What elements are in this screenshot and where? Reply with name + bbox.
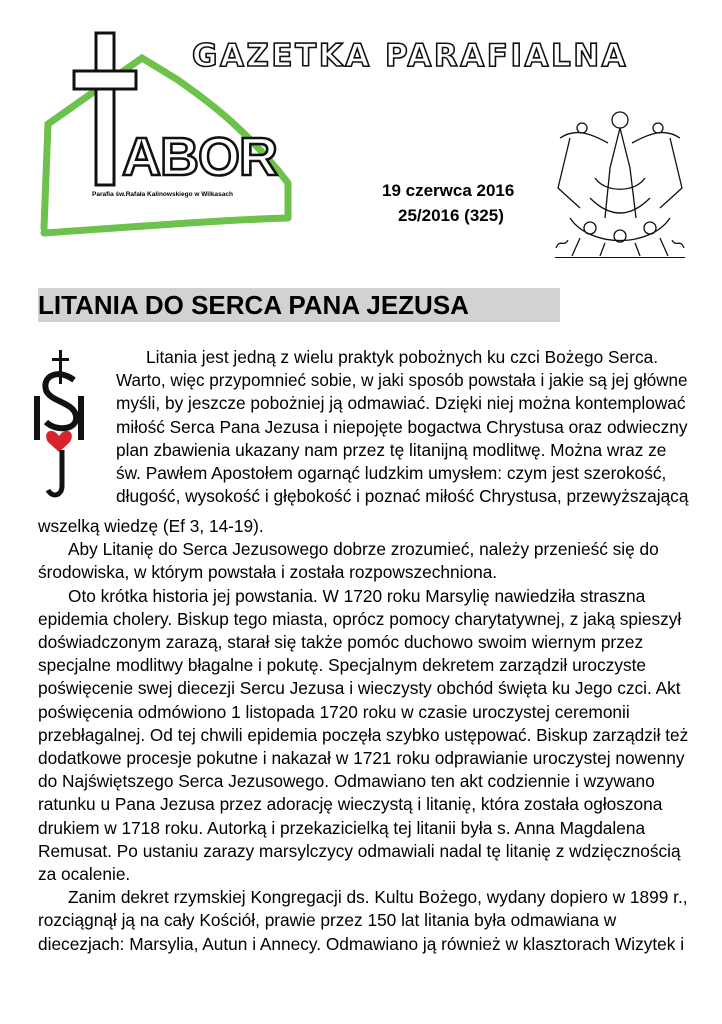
issue-date: 19 czerwca 2016 — [382, 181, 515, 200]
body-line: epidemia cholery. Biskup tego miasta, oprócz pomocy charytatywnej, z jaką spieszył — [38, 608, 682, 629]
article-body — [38, 515, 688, 956]
body-line: środowiska, w którym powstała i została rozpowszechniona. — [38, 562, 498, 583]
body-line: Zanim dekret rzymskiej Kongregacji ds. Kultu Bożego, wydany dopiero w 1899 r., — [68, 887, 688, 908]
shj-monogram-icon — [28, 350, 94, 502]
body-line: poświęcenia odmówiono 1 listopada 1720 roku w czasie uroczystej ceremonii — [38, 701, 630, 722]
body-line: Oto krótka historia jej powstania. W 1720 roku Marsylię nawiedziła straszna — [68, 585, 646, 606]
intro-line: myśli, by jeszcze pobożniej ją odmawiać. Dzięki niej można kontemplować — [116, 393, 686, 414]
transfiguration-icon — [550, 98, 690, 258]
masthead-title: GAZETKA PARAFIALNA — [192, 38, 629, 74]
body-line: specjalne modlitwy błagalne i pokutę. Specjalnym dekretem zarządził uroczyste — [38, 655, 647, 676]
body-line: rozciągnął ją na cały Kościół, prawie przez 150 lat litania była odmawiana w — [38, 910, 617, 931]
intro-line: św. Pawłem Apostołem ogarnąć ludzkim umysłem: czym jest szerokość, — [116, 463, 667, 484]
article-intro — [116, 346, 688, 508]
body-line: wszelką wiedzę (Ef 3, 14-19). — [38, 516, 264, 536]
body-line: doświadczonym zarazą, starał się także pomóc duchowo swoim wiernym przez — [38, 632, 644, 653]
intro-line: Litania jest jedną z wielu praktyk pobożnych ku czci Bożego Serca. — [146, 347, 658, 367]
logo-wordmark: ABOR — [122, 127, 277, 187]
body-line: za ocalenie. — [38, 864, 131, 885]
body-line: dodatkowe procesje pokutne i nakazał w 1721 roku odprawianie uroczystej nowenny — [38, 748, 685, 769]
intro-line: miłość Serca Pana Jezusa i niepojęte bogactwa Chrystusa oraz odwieczny — [116, 416, 688, 437]
intro-line: plan zbawienia ukazany nam przez tę litanijną modlitwę. Można wraz ze — [116, 439, 667, 460]
body-line: przebłagalnej. Od tej chwili epidemia poczęła szybko ustępować. Biskup zarządził też — [38, 724, 689, 745]
issue-number: 25/2016 (325) — [398, 206, 504, 225]
body-line: ratunku u Pana Jezusa przez adorację wieczystą i litanię, która została ogłoszona — [38, 794, 663, 815]
body-line: do Najświętszego Serca Jezusowego. Odmawiano ten akt codziennie i wzywano — [38, 771, 655, 792]
body-line: poświęcenie swej diecezji Sercu Jezusa i wieczysty obchód święta ku Jego czci. Akt — [38, 678, 681, 699]
body-line: diecezjach: Marsylia, Autun i Annecy. Odmawiano ją również w klasztorach Wizytek i — [38, 933, 685, 954]
body-line: Remusat. Po ustaniu zarazy marsylczycy odmawiali nadal tę litanię z wdzięcznością — [38, 840, 681, 861]
intro-line: długość, wysokość i głębokość i poznać miłość Chrystusa, przewyższającą — [116, 486, 689, 507]
body-line: drukiem w 1718 roku. Autorką i przekazicielką tej litanii była s. Anna Magdalena — [38, 817, 646, 838]
parish-name: Parafia św.Rafała Kalinowskiego w Wilkasach — [92, 191, 233, 198]
body-line: Aby Litanię do Serca Jezusowego dobrze zrozumieć, należy przenieść się do — [68, 539, 659, 560]
article-headline: LITANIA DO SERCA PANA JEZUSA — [38, 288, 560, 322]
intro-line: Warto, więc przypomnieć sobie, w jaki sposób powstała i jakie są jej główne — [116, 370, 688, 391]
